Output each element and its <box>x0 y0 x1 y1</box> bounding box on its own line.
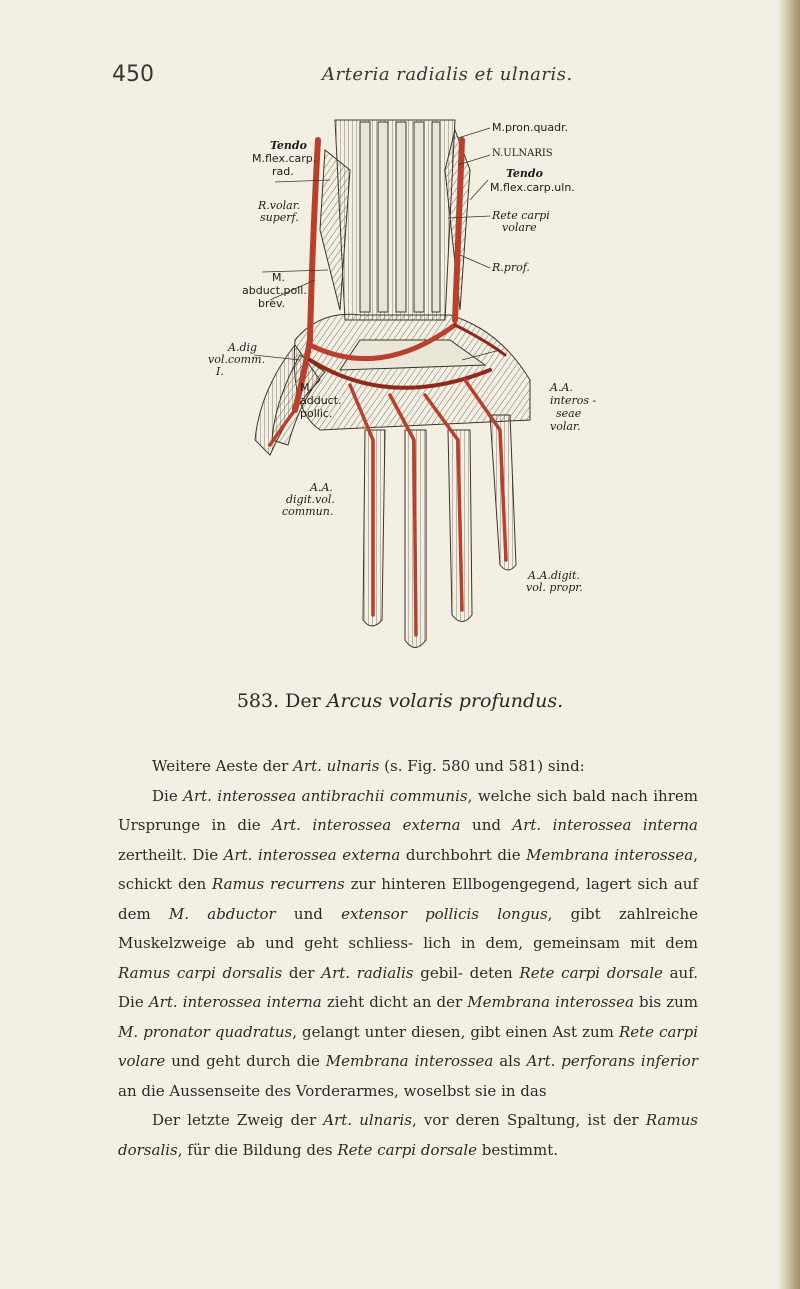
paragraph-1 <box>118 752 698 782</box>
term: Ramus recurrens <box>212 875 345 893</box>
term: Art. interossea externa <box>223 845 401 864</box>
text: , gelangt unter diesen, gibt einen Ast zum <box>292 1022 619 1041</box>
term: Art. radialis <box>321 963 414 982</box>
term: Art. interossea antibrachii communis <box>183 786 468 805</box>
text: Der letzte Zweig der <box>152 1111 324 1129</box>
text: , welche sich bald nach ihrem Ursprunge in die <box>118 786 698 834</box>
fingers <box>363 415 516 648</box>
label-rete-carpi: Rete carpi <box>492 209 550 222</box>
caption-title: Arcus volaris profundus. <box>326 690 564 712</box>
text: , schickt den <box>118 845 698 893</box>
label-vol-propr: vol. propr. <box>526 581 583 594</box>
text: gebil- deten <box>413 963 520 982</box>
text: zur hinteren Ellbogengegend, lagert sich auf dem <box>118 875 698 923</box>
text: zieht dicht an der <box>321 993 468 1011</box>
term: Rete carpi volare <box>118 1022 698 1070</box>
term: Rete carpi dorsale <box>519 963 663 982</box>
term: M. abductor <box>168 904 276 923</box>
term: Ramus dorsalis <box>118 1111 699 1159</box>
anatomical-figure <box>200 110 650 670</box>
term: Membrana interossea <box>325 1052 494 1070</box>
label-tendo-uln: Tendo <box>506 167 543 180</box>
text: bestimmt. <box>477 1140 559 1159</box>
label-interos: interos - <box>550 394 597 407</box>
label-rad: rad. <box>272 165 294 178</box>
term: Art. interossea interna <box>512 816 698 834</box>
label-r-volar: R.volar. <box>258 199 301 212</box>
text: der <box>282 963 322 982</box>
forearm-tendons <box>320 120 470 320</box>
paragraph-3 <box>118 1106 698 1165</box>
term: Rete carpi dorsale <box>337 1140 477 1159</box>
text: und <box>460 816 513 834</box>
term: extensor pollicis longus <box>341 904 548 923</box>
label-volare: volare <box>502 221 537 234</box>
text: bis zum <box>633 993 699 1011</box>
figure-caption <box>0 690 800 712</box>
label-seae: seae <box>556 407 582 420</box>
term: Art. interossea externa <box>272 816 461 834</box>
text: zertheilt. Die <box>118 845 224 864</box>
label-aa-interos: A.A. <box>550 381 573 394</box>
label-a-dig: A.dig <box>228 341 258 354</box>
label-m-adduct: M. <box>300 381 313 394</box>
body-text <box>118 752 698 1165</box>
text: Die <box>152 786 184 805</box>
label-superf: superf. <box>260 211 299 224</box>
label-n-ulnaris: N.ULNARIS <box>492 148 553 159</box>
term: Art. perforans inferior <box>526 1052 698 1070</box>
text: an die Aussenseite des Vorderarmes, woselbst sie in das <box>118 1081 547 1100</box>
term: Ramus carpi dorsalis <box>118 963 283 982</box>
text: (s. Fig. 580 und 581) sind: <box>379 757 585 775</box>
label-flex-carp-uln: M.flex.carp.uln. <box>490 181 575 194</box>
label-volar: volar. <box>550 420 581 433</box>
label-i: I. <box>216 365 224 378</box>
label-commun: commun. <box>282 505 334 518</box>
text: und <box>275 904 342 923</box>
term: Art. ulnaris <box>293 757 380 775</box>
text: , gibt zahlreiche Muskelzweige ab und geht schliess- lich in dem, gemeinsam mit dem <box>118 904 698 952</box>
text: durchbohrt die <box>400 845 527 864</box>
term: Membrana interossea <box>467 993 634 1011</box>
text: Weitere Aeste der <box>152 757 294 775</box>
caption-number: 583. <box>236 690 280 712</box>
text: , für die Bildung des <box>177 1140 338 1159</box>
label-vol-comm: vol.comm. <box>208 353 265 366</box>
text: und geht durch die <box>165 1052 326 1070</box>
running-title: Arteria radialis et ulnaris. <box>322 64 573 85</box>
term: Membrana interossea <box>526 845 694 864</box>
label-tendo-rad: Tendo <box>270 139 307 152</box>
label-abduct-poll: abduct.poll. <box>242 284 307 297</box>
label-r-prof: R.prof. <box>492 261 530 274</box>
text: als <box>493 1052 527 1070</box>
label-aa: A.A. <box>310 481 333 494</box>
label-m-pron-quadr: M.pron.quadr. <box>492 121 569 134</box>
term: M. pronator quadratus <box>118 1022 293 1041</box>
label-flex-carp-rad: M.flex.carp. <box>252 152 317 165</box>
term: Art. interossea interna <box>148 993 322 1011</box>
page-header <box>112 62 712 92</box>
page-number: 450 <box>112 62 154 87</box>
caption-der: Der <box>285 690 321 712</box>
text: auf. Die <box>118 963 698 1011</box>
label-m-abduct: M. <box>272 271 285 284</box>
term: Art. ulnaris <box>323 1111 412 1129</box>
text: , vor deren Spaltung, ist der <box>411 1111 646 1129</box>
paragraph-2 <box>118 782 698 1107</box>
label-aa-digit: A.A.digit. <box>528 569 580 582</box>
page-edge <box>778 0 800 1289</box>
label-pollic: pollic. <box>300 407 333 420</box>
label-adduct: adduct. <box>300 394 342 407</box>
label-brev: brev. <box>258 297 286 310</box>
label-digit-vol: digit.vol. <box>286 493 335 506</box>
